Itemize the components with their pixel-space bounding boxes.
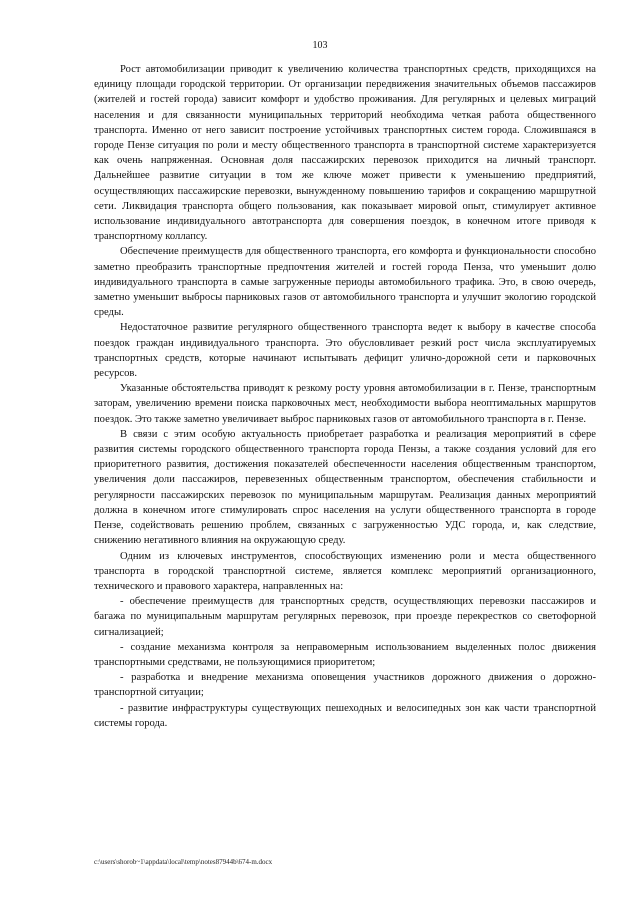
- paragraph: В связи с этим особую актуальность приобретает разработка и реализация мероприятий в сфере развития системы городского общественного транспорта города Пензы, а также создания условий для его приоритетного развития, достижения показателей обеспеченности населения общественным транспортом, увеличения доли пассажиров, перевезенных общественным транспортом, обеспечения стабильности и регулярности пассажирских перевозок по муниципальным маршрутам. Реализация данных мероприятий должна в конечном итоге стимулировать спрос населения на услуги общественного транспорта в городе Пензе, содействовать решению проблем, связанных с загруженностью УДС города, и, как следствие, снижению негативного влияния на окружающую среду.: [94, 428, 596, 547]
- paragraph: Указанные обстоятельства приводят к резкому росту уровня автомобилизации в г. Пензе, транспортным заторам, увеличению времени поиска парковочных мест, необходимости выбора неоптимальных маршрутов поездок. Это также заметно увеличивает выброс парниковых газов от автомобильного транспорта в г. Пензе.: [94, 383, 596, 425]
- list-item: - обеспечение преимуществ для транспортных средств, осуществляющих перевозки пассажиров и багажа по муниципальным маршрутам регулярных перевозок, при проезде перекрестков со светофорной сигнализацией;: [94, 596, 596, 638]
- footer-file-path: c:\users\shorob~1\appdata\local\temp\notes87944b\674-m.docx: [94, 858, 273, 866]
- body-text: [94, 62, 596, 731]
- list-item: - создание механизма контроля за неправомерным использованием выделенных полос движения транспортными средствами, не пользующимися приоритетом;: [94, 641, 596, 668]
- paragraph: Недостаточное развитие регулярного общественного транспорта ведет к выбору в качестве способа поездок граждан индивидуального транспорта. Это обусловливает резкий рост числа эксплуатируемых транспортных средств, которые начинают испытывать дефицит улично-дорожной сети и парковочных ресурсов.: [94, 322, 596, 380]
- list-item: - развитие инфраструктуры существующих пешеходных и велосипедных зон как части транспортной системы города.: [94, 702, 596, 729]
- paragraph: Обеспечение преимуществ для общественного транспорта, его комфорта и функциональности способно заметно преобразить транспортные предпочтения жителей и гостей города Пенза, что уменьшит долю индивидуального транспорта в самые загруженные периоды автомобильного трафика. Это, в свою очередь, заметно уменьшит выбросы парниковых газов от автомобильного транспорта и улучшит экологию городской среды.: [94, 246, 596, 319]
- list-item: - разработка и внедрение механизма оповещения участников дорожного движения о дорожно-транспортной ситуации;: [94, 672, 596, 699]
- page-number: 103: [312, 40, 328, 51]
- paragraph: Одним из ключевых инструментов, способствующих изменению роли и места общественного транспорта в городской транспортной системе, является комплекс мероприятий организационного, технического и правового характера, направленных на:: [94, 550, 596, 592]
- paragraph: Рост автомобилизации приводит к увеличению количества транспортных средств, приходящихся на единицу площади городской территории. От организации передвижения значительных объемов пассажиров (жителей и гостей города) зависит комфорт и удобство проживания. Для регулярных и целевых миграций населения и для связанности муниципальных территорий необходима четкая работа общественного транспорта. Именно от него зависит построение устойчивых транспортных систем города. Сложившаяся в городе Пензе ситуация по роли и месту общественного транспорта в транспортной системе характеризуется как очень напряженная. Основная доля пассажирских перевозок приходится на личный транспорт. Дальнейшее развитие ситуации в том же ключе может привести к уменьшению предприятий, осуществляющих пассажирские перевозки, вынужденному повышению тарифов и сокращению маршрутной сети. Ликвидация транспорта общего пользования, как показывает мировой опыт, стимулирует активное использование индивидуального автотранспорта для совершения поездок, в конечном итоге приводя к транспортному коллапсу.: [94, 64, 596, 243]
